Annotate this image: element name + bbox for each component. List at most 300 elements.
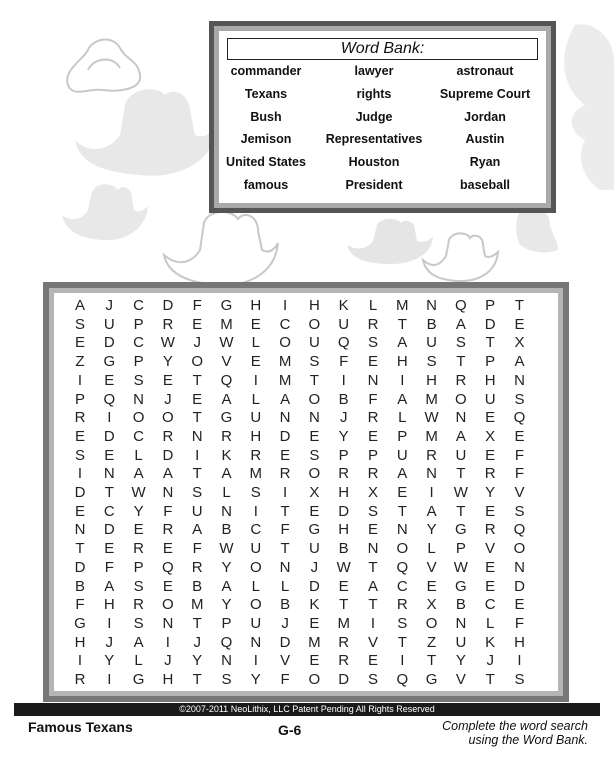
grid-letter[interactable]: P xyxy=(133,353,144,371)
grid-letter[interactable]: O xyxy=(249,596,262,614)
grid-letter[interactable]: H xyxy=(514,633,525,651)
grid-letter[interactable]: F xyxy=(75,596,85,614)
grid-letter[interactable]: V xyxy=(221,353,232,371)
grid-letter[interactable]: H xyxy=(484,371,496,389)
grid-letter[interactable]: E xyxy=(367,521,378,539)
grid-letter[interactable]: G xyxy=(220,297,233,314)
grid-letter[interactable]: S xyxy=(367,334,378,352)
grid-letter[interactable]: S xyxy=(192,484,203,501)
grid-letter[interactable]: R xyxy=(338,652,350,670)
grid-letter[interactable]: I xyxy=(107,671,112,688)
grid-letter[interactable]: Q xyxy=(162,558,174,576)
grid-letter[interactable]: R xyxy=(279,465,291,483)
grid-letter[interactable]: X xyxy=(485,427,496,445)
grid-letter[interactable]: Q xyxy=(220,633,233,651)
grid-letter[interactable]: D xyxy=(74,484,86,501)
grid-letter[interactable]: N xyxy=(426,297,438,314)
grid-letter[interactable]: O xyxy=(249,558,262,576)
grid-letter[interactable]: O xyxy=(162,596,174,614)
grid-letter[interactable]: K xyxy=(485,633,496,651)
grid-letter[interactable]: X xyxy=(367,484,378,501)
grid-letter[interactable]: U xyxy=(191,502,203,520)
grid-letter[interactable]: O xyxy=(455,390,467,408)
grid-letter[interactable]: O xyxy=(425,614,438,632)
grid-letter[interactable]: N xyxy=(455,409,467,427)
grid-letter[interactable]: F xyxy=(514,614,525,632)
grid-letter[interactable]: I xyxy=(400,371,405,389)
grid-letter[interactable]: V xyxy=(455,671,466,688)
grid-letter[interactable]: G xyxy=(220,409,233,427)
grid-letter[interactable]: Q xyxy=(220,371,233,389)
grid-letter[interactable]: P xyxy=(133,558,144,576)
grid-letter[interactable]: E xyxy=(162,577,173,595)
grid-letter[interactable]: A xyxy=(221,465,232,483)
grid-letter[interactable]: L xyxy=(368,297,378,314)
grid-letter[interactable]: E xyxy=(485,577,496,595)
grid-letter[interactable]: J xyxy=(193,334,201,352)
grid-letter[interactable]: M xyxy=(249,465,263,483)
grid-letter[interactable]: V xyxy=(485,540,496,558)
grid-letter[interactable]: N xyxy=(221,652,232,670)
grid-letter[interactable]: I xyxy=(400,652,405,670)
grid-letter[interactable]: A xyxy=(104,577,115,595)
grid-letter[interactable]: N xyxy=(308,409,320,427)
grid-letter[interactable]: N xyxy=(191,427,203,445)
grid-letter[interactable]: W xyxy=(424,409,439,427)
grid-letter[interactable]: U xyxy=(455,633,467,651)
grid-letter[interactable]: D xyxy=(484,315,496,333)
grid-letter[interactable]: I xyxy=(283,484,288,501)
grid-letter[interactable]: Y xyxy=(104,652,115,670)
grid-letter[interactable]: W xyxy=(336,558,351,576)
grid-letter[interactable]: D xyxy=(279,633,291,651)
grid-letter[interactable]: A xyxy=(426,502,437,520)
grid-letter[interactable]: D xyxy=(514,577,525,595)
grid-letter[interactable]: B xyxy=(338,540,349,558)
grid-letter[interactable]: E xyxy=(485,409,496,427)
grid-letter[interactable]: J xyxy=(193,633,201,651)
grid-letter[interactable]: G xyxy=(74,614,86,632)
grid-letter[interactable]: E xyxy=(74,427,85,445)
grid-letter[interactable]: D xyxy=(103,334,115,352)
grid-letter[interactable]: L xyxy=(134,446,143,464)
grid-letter[interactable]: R xyxy=(162,427,174,445)
grid-letter[interactable]: S xyxy=(455,334,466,352)
grid-letter[interactable]: U xyxy=(250,540,262,558)
grid-letter[interactable]: R xyxy=(367,315,379,333)
grid-letter[interactable]: T xyxy=(192,671,202,688)
grid-letter[interactable]: H xyxy=(308,297,320,314)
grid-letter[interactable]: H xyxy=(250,427,262,445)
grid-letter[interactable]: A xyxy=(397,465,408,483)
grid-letter[interactable]: H xyxy=(426,371,438,389)
grid-letter[interactable]: I xyxy=(429,484,434,501)
grid-letter[interactable]: N xyxy=(162,484,174,501)
grid-letter[interactable]: T xyxy=(339,596,349,614)
grid-letter[interactable]: X xyxy=(309,484,320,501)
grid-letter[interactable]: M xyxy=(278,371,292,389)
grid-letter[interactable]: O xyxy=(308,390,321,408)
grid-letter[interactable]: Y xyxy=(133,502,144,520)
grid-letter[interactable]: U xyxy=(338,315,350,333)
grid-letter[interactable]: O xyxy=(132,409,145,427)
grid-letter[interactable]: L xyxy=(427,540,436,558)
grid-letter[interactable]: K xyxy=(221,446,232,464)
grid-letter[interactable]: E xyxy=(104,371,115,389)
grid-letter[interactable]: T xyxy=(192,371,202,389)
grid-letter[interactable]: Y xyxy=(162,353,173,371)
grid-letter[interactable]: M xyxy=(190,596,204,614)
grid-letter[interactable]: I xyxy=(283,297,288,314)
grid-letter[interactable]: K xyxy=(309,596,320,614)
grid-letter[interactable]: G xyxy=(455,521,467,539)
grid-letter[interactable]: I xyxy=(107,409,112,427)
grid-letter[interactable]: Z xyxy=(427,633,437,651)
grid-letter[interactable]: T xyxy=(192,614,202,632)
grid-letter[interactable]: R xyxy=(191,558,203,576)
grid-letter[interactable]: J xyxy=(164,390,172,408)
grid-letter[interactable]: A xyxy=(221,577,232,595)
grid-letter[interactable]: E xyxy=(250,315,261,333)
grid-letter[interactable]: T xyxy=(309,371,319,389)
grid-letter[interactable]: E xyxy=(162,371,173,389)
grid-letter[interactable]: U xyxy=(103,315,115,333)
grid-letter[interactable]: T xyxy=(397,315,407,333)
grid-letter[interactable]: E xyxy=(309,427,320,445)
grid-letter[interactable]: W xyxy=(131,484,146,501)
grid-letter[interactable]: U xyxy=(308,334,320,352)
grid-letter[interactable]: E xyxy=(485,558,496,576)
grid-letter[interactable]: M xyxy=(220,315,233,333)
grid-letter[interactable]: B xyxy=(221,521,232,539)
grid-letter[interactable]: S xyxy=(133,577,144,595)
grid-letter[interactable]: T xyxy=(192,465,202,483)
grid-letter[interactable]: Q xyxy=(396,671,409,688)
grid-letter[interactable]: O xyxy=(279,334,291,352)
grid-letter[interactable]: S xyxy=(309,446,320,464)
grid-letter[interactable]: B xyxy=(426,315,437,333)
grid-letter[interactable]: O xyxy=(513,540,526,558)
grid-letter[interactable]: A xyxy=(514,353,525,371)
grid-letter[interactable]: M xyxy=(396,297,409,314)
grid-letter[interactable]: J xyxy=(105,633,114,651)
grid-letter[interactable]: N xyxy=(74,521,86,539)
grid-letter[interactable]: C xyxy=(396,577,408,595)
grid-letter[interactable]: E xyxy=(104,446,115,464)
grid-letter[interactable]: J xyxy=(339,409,348,427)
grid-letter[interactable]: O xyxy=(396,540,409,558)
grid-letter[interactable]: P xyxy=(485,353,496,371)
grid-letter[interactable]: F xyxy=(280,521,290,539)
grid-letter[interactable]: R xyxy=(74,671,86,688)
grid-letter[interactable]: N xyxy=(367,540,379,558)
grid-letter[interactable]: R xyxy=(455,371,467,389)
grid-letter[interactable]: G xyxy=(103,353,116,371)
grid-letter[interactable]: E xyxy=(309,614,320,632)
grid-letter[interactable]: I xyxy=(195,446,200,464)
grid-letter[interactable]: L xyxy=(134,652,143,670)
grid-letter[interactable]: C xyxy=(133,334,145,352)
grid-letter[interactable]: E xyxy=(367,652,378,670)
grid-letter[interactable]: U xyxy=(250,614,262,632)
grid-letter[interactable]: S xyxy=(367,671,378,688)
grid-letter[interactable]: W xyxy=(219,540,234,558)
grid-letter[interactable]: E xyxy=(367,353,378,371)
grid-letter[interactable]: W xyxy=(160,334,175,352)
grid-letter[interactable]: P xyxy=(338,446,349,464)
grid-letter[interactable]: H xyxy=(103,596,115,614)
grid-letter[interactable]: N xyxy=(133,390,145,408)
grid-letter[interactable]: T xyxy=(192,409,202,427)
grid-letter[interactable]: R xyxy=(162,521,174,539)
grid-letter[interactable]: E xyxy=(485,502,496,520)
grid-letter[interactable]: U xyxy=(455,446,467,464)
grid-letter[interactable]: O xyxy=(162,409,174,427)
grid-letter[interactable]: F xyxy=(339,353,349,371)
grid-letter[interactable]: U xyxy=(484,390,496,408)
grid-letter[interactable]: S xyxy=(514,390,525,408)
grid-letter[interactable]: E xyxy=(133,521,144,539)
grid-letter[interactable]: P xyxy=(455,540,466,558)
grid-letter[interactable]: U xyxy=(426,334,438,352)
grid-letter[interactable]: I xyxy=(77,652,83,670)
grid-letter[interactable]: E xyxy=(162,540,173,558)
grid-letter[interactable]: C xyxy=(103,502,115,520)
grid-letter[interactable]: N xyxy=(250,633,262,651)
grid-letter[interactable]: S xyxy=(74,446,85,464)
grid-letter[interactable]: L xyxy=(251,577,260,595)
grid-letter[interactable]: E xyxy=(192,390,203,408)
grid-letter[interactable]: H xyxy=(338,484,350,501)
grid-letter[interactable]: F xyxy=(514,465,525,483)
grid-letter[interactable]: D xyxy=(338,502,350,520)
grid-letter[interactable]: M xyxy=(425,390,438,408)
grid-letter[interactable]: W xyxy=(453,558,468,576)
grid-letter[interactable]: F xyxy=(280,671,290,688)
grid-letter[interactable]: T xyxy=(75,540,85,558)
grid-letter[interactable]: I xyxy=(253,652,258,670)
grid-letter[interactable]: P xyxy=(221,614,232,632)
grid-letter[interactable]: R xyxy=(338,465,350,483)
grid-letter[interactable]: C xyxy=(250,521,262,539)
grid-letter[interactable]: R xyxy=(367,465,379,483)
grid-letter[interactable]: E xyxy=(485,446,496,464)
grid-letter[interactable]: Q xyxy=(337,334,350,352)
grid-letter[interactable]: T xyxy=(485,334,495,352)
grid-letter[interactable]: X xyxy=(426,596,437,614)
grid-letter[interactable]: Y xyxy=(221,596,232,614)
grid-letter[interactable]: Y xyxy=(338,427,349,445)
grid-letter[interactable]: L xyxy=(398,409,407,427)
grid-letter[interactable]: A xyxy=(397,334,408,352)
grid-letter[interactable]: W xyxy=(453,484,468,501)
grid-letter[interactable]: I xyxy=(107,614,112,632)
grid-letter[interactable]: R xyxy=(133,540,145,558)
grid-letter[interactable]: Y xyxy=(250,671,261,688)
grid-letter[interactable]: V xyxy=(280,652,291,670)
grid-letter[interactable]: Q xyxy=(455,297,467,314)
grid-letter[interactable]: R xyxy=(367,409,379,427)
grid-letter[interactable]: A xyxy=(221,390,232,408)
grid-letter[interactable]: U xyxy=(396,446,408,464)
grid-letter[interactable]: D xyxy=(162,446,174,464)
grid-letter[interactable]: T xyxy=(456,353,466,371)
grid-letter[interactable]: B xyxy=(338,390,349,408)
grid-letter[interactable]: G xyxy=(132,671,145,688)
grid-letter[interactable]: E xyxy=(74,502,85,520)
grid-letter[interactable]: D xyxy=(74,558,86,576)
grid-letter[interactable]: L xyxy=(251,334,260,352)
grid-letter[interactable]: O xyxy=(191,353,204,371)
grid-letter[interactable]: D xyxy=(338,671,350,688)
grid-letter[interactable]: T xyxy=(104,484,114,501)
grid-letter[interactable]: A xyxy=(455,315,466,333)
grid-letter[interactable]: M xyxy=(278,353,292,371)
grid-letter[interactable]: E xyxy=(514,427,525,445)
grid-letter[interactable]: B xyxy=(280,596,291,614)
grid-letter[interactable]: E xyxy=(250,353,261,371)
grid-letter[interactable]: N xyxy=(426,465,438,483)
grid-letter[interactable]: E xyxy=(192,315,203,333)
grid-letter[interactable]: S xyxy=(514,671,525,688)
grid-letter[interactable]: I xyxy=(370,614,376,632)
grid-letter[interactable]: I xyxy=(165,633,170,651)
grid-letter[interactable]: V xyxy=(367,633,378,651)
grid-letter[interactable]: I xyxy=(341,371,346,389)
grid-letter[interactable]: S xyxy=(250,484,261,501)
grid-letter[interactable]: L xyxy=(251,390,260,408)
grid-letter[interactable]: M xyxy=(337,614,350,632)
grid-letter[interactable]: Q xyxy=(513,521,526,539)
grid-letter[interactable]: W xyxy=(219,334,234,352)
grid-letter[interactable]: E xyxy=(309,652,320,670)
grid-letter[interactable]: J xyxy=(164,652,172,670)
grid-letter[interactable]: B xyxy=(455,596,466,614)
grid-letter[interactable]: T xyxy=(456,465,466,483)
grid-letter[interactable]: T xyxy=(368,596,378,614)
grid-letter[interactable]: A xyxy=(74,297,85,314)
grid-letter[interactable]: O xyxy=(308,315,321,333)
grid-letter[interactable]: Y xyxy=(455,652,466,670)
grid-letter[interactable]: H xyxy=(396,353,408,371)
grid-letter[interactable]: F xyxy=(368,390,378,408)
grid-letter[interactable]: S xyxy=(367,502,378,520)
grid-letter[interactable]: S xyxy=(514,502,525,520)
grid-letter[interactable]: P xyxy=(367,446,378,464)
grid-letter[interactable]: Z xyxy=(75,353,85,371)
grid-letter[interactable]: S xyxy=(397,614,408,632)
grid-letter[interactable]: G xyxy=(425,671,438,688)
grid-letter[interactable]: D xyxy=(103,521,115,539)
grid-letter[interactable]: A xyxy=(133,465,144,483)
grid-letter[interactable]: Y xyxy=(221,558,232,576)
grid-letter[interactable]: R xyxy=(162,315,174,333)
grid-letter[interactable]: R xyxy=(133,596,145,614)
grid-letter[interactable]: B xyxy=(192,577,203,595)
grid-letter[interactable]: R xyxy=(74,409,86,427)
grid-letter[interactable]: I xyxy=(253,371,258,389)
grid-letter[interactable]: P xyxy=(133,315,144,333)
grid-letter[interactable]: S xyxy=(74,315,85,333)
grid-letter[interactable]: T xyxy=(427,652,437,670)
grid-letter[interactable]: D xyxy=(279,427,291,445)
grid-letter[interactable]: F xyxy=(163,502,173,520)
grid-letter[interactable]: N xyxy=(279,409,291,427)
grid-letter[interactable]: C xyxy=(484,596,496,614)
grid-letter[interactable]: E xyxy=(104,540,115,558)
grid-letter[interactable]: S xyxy=(426,353,437,371)
grid-letter[interactable]: J xyxy=(105,297,114,314)
grid-letter[interactable]: E xyxy=(309,502,320,520)
grid-letter[interactable]: G xyxy=(308,521,321,539)
grid-letter[interactable]: M xyxy=(425,427,438,445)
grid-letter[interactable]: L xyxy=(222,484,231,501)
grid-letter[interactable]: N xyxy=(279,558,291,576)
grid-letter[interactable]: J xyxy=(281,614,289,632)
grid-letter[interactable]: R xyxy=(250,446,262,464)
grid-letter[interactable]: D xyxy=(103,427,115,445)
grid-letter[interactable]: Y xyxy=(485,484,496,501)
grid-letter[interactable]: N xyxy=(221,502,232,520)
grid-letter[interactable]: A xyxy=(280,390,291,408)
grid-letter[interactable]: H xyxy=(74,633,86,651)
grid-letter[interactable]: P xyxy=(397,427,408,445)
grid-letter[interactable]: Q xyxy=(396,558,409,576)
grid-letter[interactable]: E xyxy=(74,334,85,352)
grid-letter[interactable]: A xyxy=(397,390,408,408)
grid-letter[interactable]: S xyxy=(309,353,320,371)
grid-letter[interactable]: S xyxy=(221,671,232,688)
grid-letter[interactable]: H xyxy=(162,671,174,688)
grid-letter[interactable]: H xyxy=(338,521,350,539)
grid-letter[interactable]: Q xyxy=(103,390,116,408)
grid-letter[interactable]: G xyxy=(455,577,467,595)
grid-letter[interactable]: C xyxy=(133,427,145,445)
grid-letter[interactable]: O xyxy=(308,465,321,483)
grid-letter[interactable]: I xyxy=(253,502,258,520)
grid-letter[interactable]: N xyxy=(103,465,115,483)
grid-letter[interactable]: L xyxy=(486,614,495,632)
grid-letter[interactable]: J xyxy=(486,652,494,670)
grid-letter[interactable]: M xyxy=(308,633,321,651)
grid-letter[interactable]: N xyxy=(396,521,408,539)
grid-letter[interactable]: T xyxy=(485,671,495,688)
grid-letter[interactable]: X xyxy=(514,334,525,352)
grid-letter[interactable]: T xyxy=(456,502,466,520)
grid-letter[interactable]: K xyxy=(338,297,349,314)
grid-letter[interactable]: F xyxy=(104,558,114,576)
grid-letter[interactable]: B xyxy=(74,577,85,595)
grid-letter[interactable]: V xyxy=(426,558,437,576)
grid-letter[interactable]: N xyxy=(514,558,525,576)
grid-letter[interactable]: E xyxy=(397,484,408,501)
grid-letter[interactable]: E xyxy=(367,427,378,445)
grid-letter[interactable]: L xyxy=(280,577,290,595)
grid-letter[interactable]: Y xyxy=(192,652,203,670)
grid-letter[interactable]: U xyxy=(308,540,320,558)
grid-letter[interactable]: T xyxy=(280,502,290,520)
grid-letter[interactable]: S xyxy=(133,614,144,632)
grid-letter[interactable]: A xyxy=(133,633,144,651)
grid-letter[interactable]: U xyxy=(250,409,262,427)
grid-letter[interactable]: H xyxy=(250,297,262,314)
grid-letter[interactable]: D xyxy=(308,577,320,595)
grid-letter[interactable]: T xyxy=(514,297,525,314)
grid-letter[interactable]: I xyxy=(77,371,83,389)
grid-letter[interactable]: N xyxy=(455,614,467,632)
grid-letter[interactable]: T xyxy=(397,633,407,651)
grid-letter[interactable]: R xyxy=(484,465,496,483)
